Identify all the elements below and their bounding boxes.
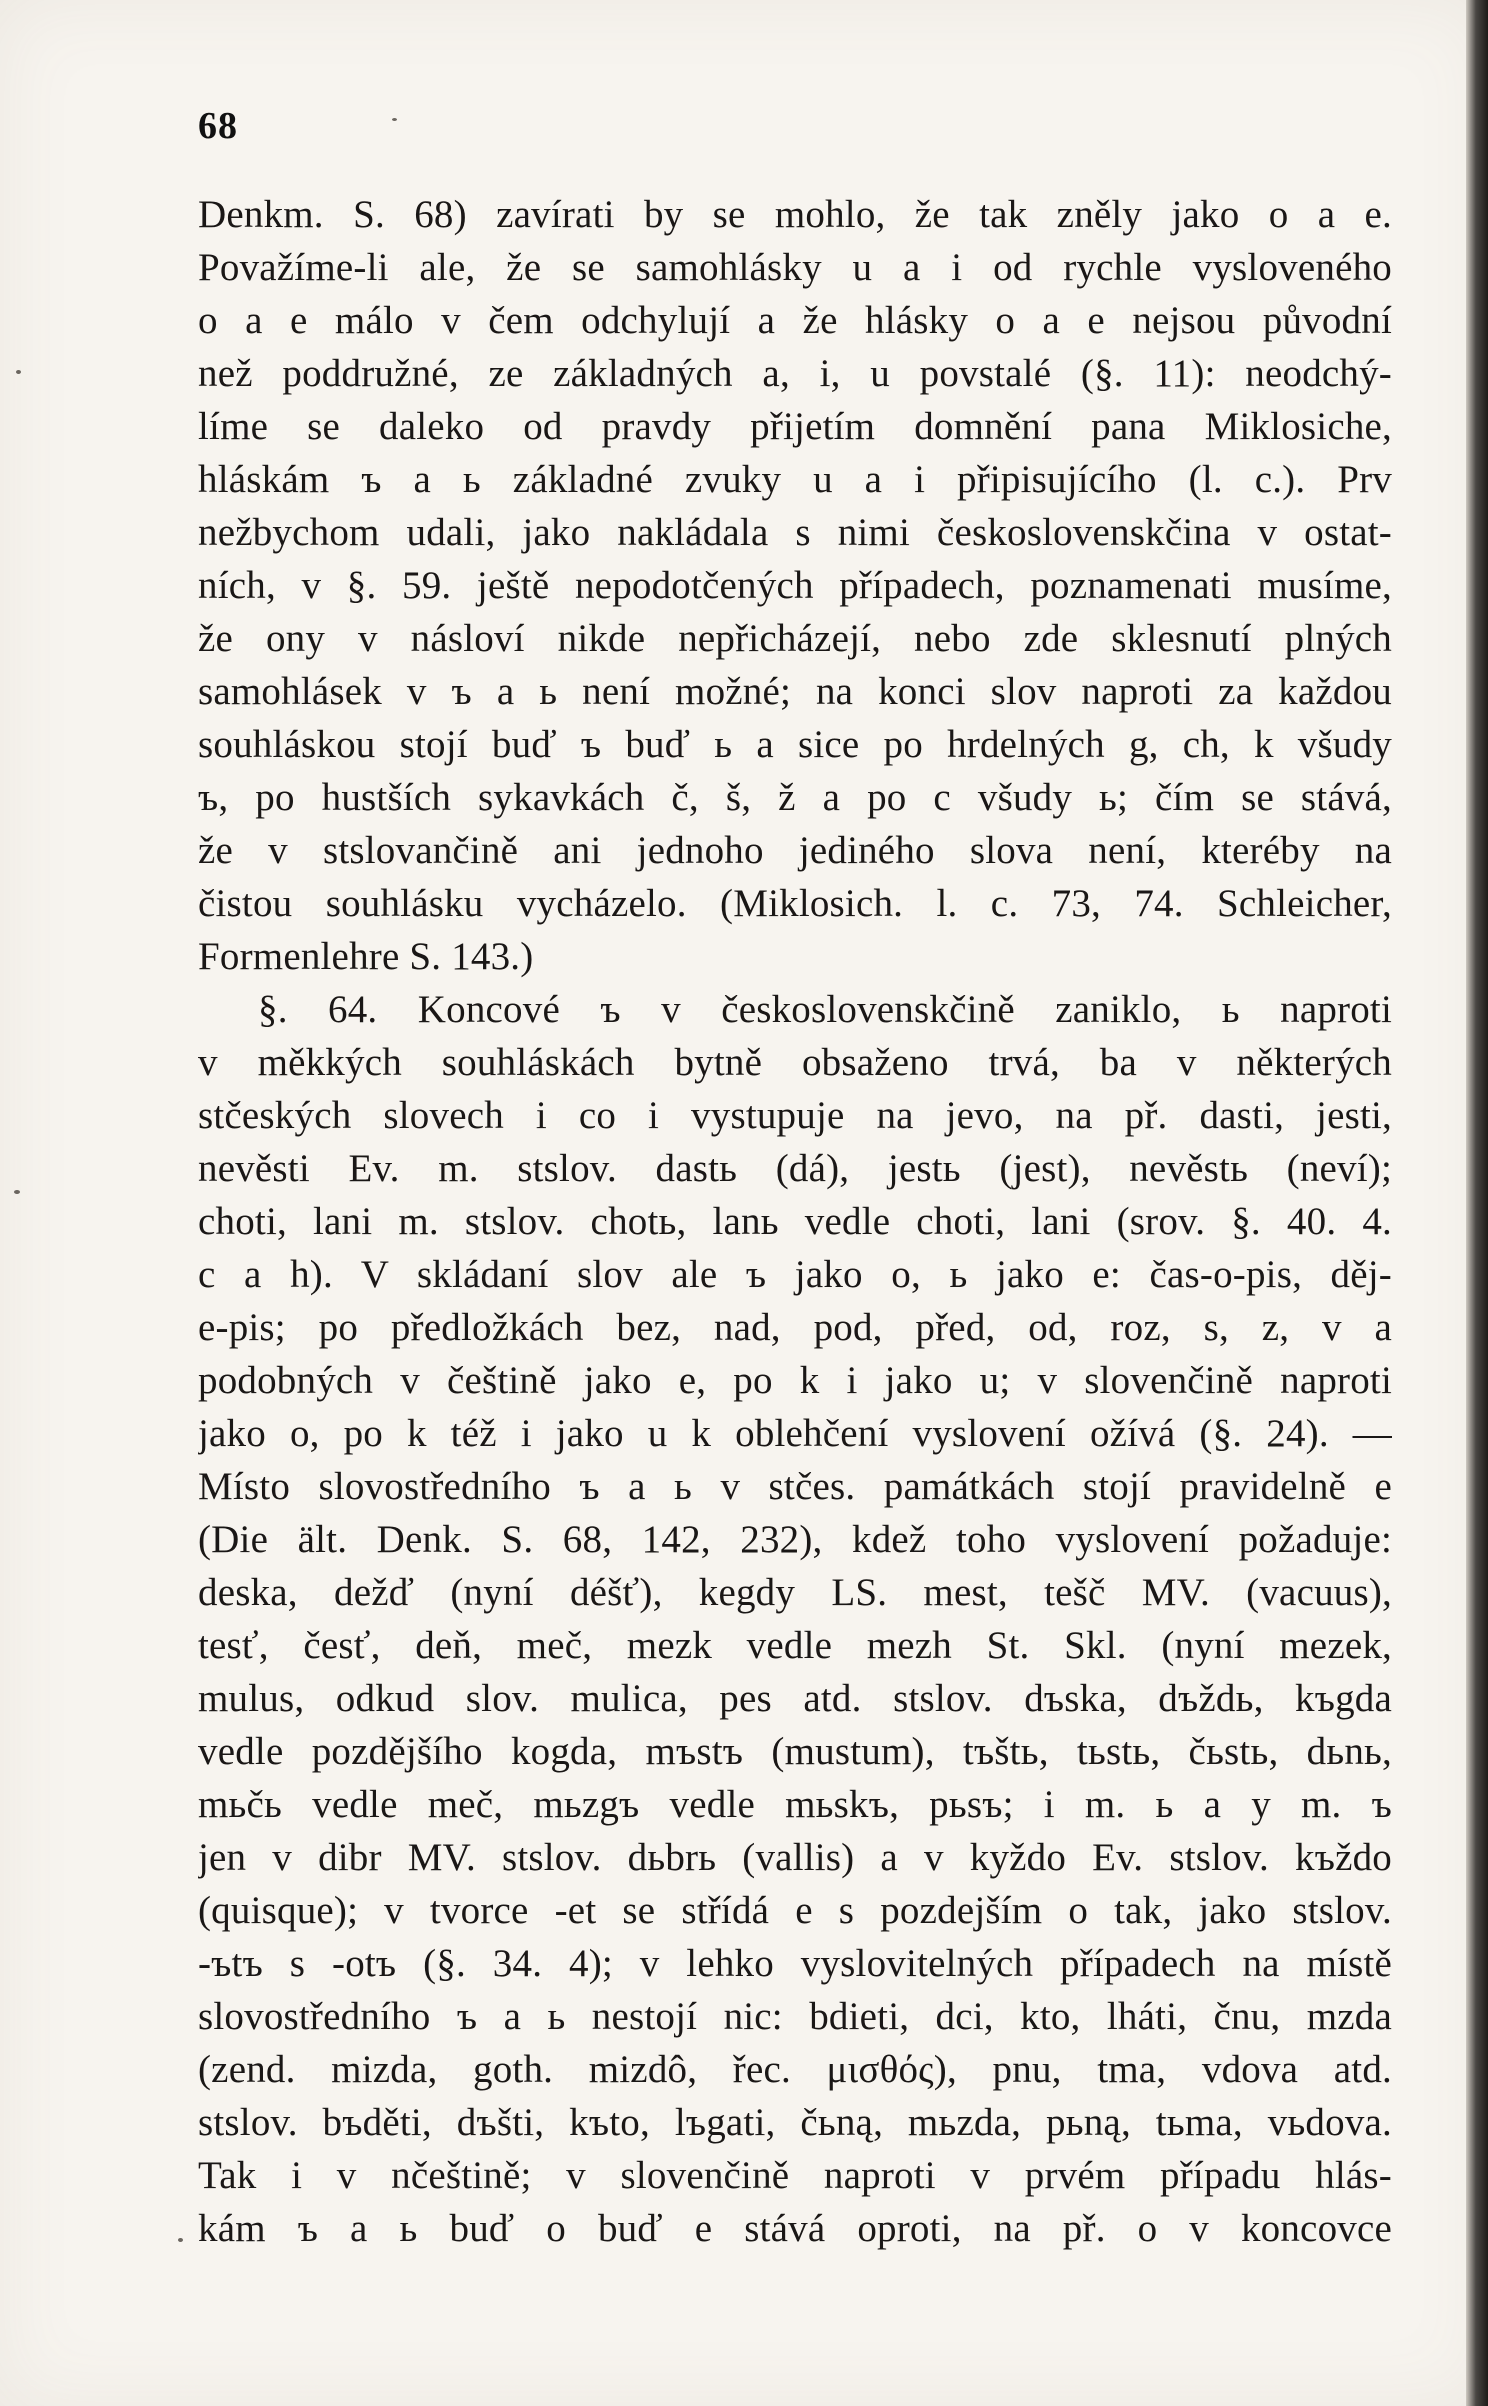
- text-line: líme se daleko od pravdy přijetím domnění pana Miklosiche,: [198, 405, 1392, 448]
- text-line: souhláskou stojí buď ъ buď ь a sice po hrdelných g, ch, k všudy: [198, 723, 1392, 766]
- text-line: mulus, odkud slov. mulica, pes atd. stslov. dъska, dъždь, kъgda: [198, 1677, 1392, 1720]
- scan-speck: [14, 1190, 20, 1194]
- text-line: že ony v násloví nikde nepřicházejí, nebo zde sklesnutí plných: [198, 617, 1392, 660]
- text-line: v měkkých souhláskách bytně obsaženo trvá, ba v některých: [198, 1041, 1392, 1084]
- text-line: že v stslovančině ani jednoho jediného slova není, kteréby na: [198, 829, 1392, 872]
- text-line: (quisque); v tvorce -et se střídá e s pozdejším o tak, jako stslov.: [198, 1889, 1392, 1932]
- text-line: nevěsti Ev. m. stslov. dastь (dá), jestь (jest), nevěstь (neví);: [198, 1147, 1392, 1190]
- text-line: kám ъ a ь buď o buď e stává oproti, na př. o v koncovce: [198, 2207, 1392, 2250]
- text-line: vedle pozdějšího kogda, mъstъ (mustum), tъštь, tьstь, čьstь, dьnь,: [198, 1730, 1392, 1773]
- page-edge-shadow: [1466, 0, 1488, 2406]
- text-line: čistou souhlásku vycházelo. (Miklosich. l. c. 73, 74. Schleicher,: [198, 882, 1392, 925]
- scan-speck: [16, 370, 21, 374]
- text-line: mьčь vedle meč, mьzgъ vedle mьskъ, pьsъ; i m. ь a y m. ъ: [198, 1783, 1392, 1826]
- text-line: Formenlehre S. 143.): [198, 935, 534, 978]
- text-line: samohlásek v ъ a ь není možné; na konci slov naproti za každou: [198, 670, 1392, 713]
- text-line: ъ, po hustších sykavkách č, š, ž a po c všudy ь; čím se stává,: [198, 776, 1392, 819]
- text-line: slovostředního ъ a ь nestojí nic: bdieti, dci, kto, lháti, čnu, mzda: [198, 1995, 1392, 2038]
- text-line: nežbychom udali, jako nakládala s nimi československčina v ostat-: [198, 511, 1392, 554]
- text-line: ních, v §. 59. ještě nepodotčených případech, poznamenati musíme,: [198, 564, 1392, 607]
- scan-speck: [178, 2238, 183, 2242]
- text-line: Místo slovostředního ъ a ь v stčes. památkách stojí pravidelně e: [198, 1465, 1392, 1508]
- body-text: [198, 188, 1392, 2255]
- text-line: -ъtъ s -otъ (§. 34. 4); v lehko vyslovitelných případech na místě: [198, 1942, 1392, 1985]
- text-line: deska, dežď (nyní déšť), kegdy LS. mest, tešč MV. (vacuus),: [198, 1571, 1392, 1614]
- text-line: choti, lani m. stslov. chotь, lanь vedle choti, lani (srov. §. 40. 4.: [198, 1200, 1392, 1243]
- text-line: než poddružné, ze základných a, i, u povstalé (§. 11): neodchý-: [198, 352, 1392, 395]
- text-line: Považíme-li ale, že se samohlásky u a i od rychle vysloveného: [198, 246, 1392, 289]
- text-line: hláskám ъ a ь základné zvuky u a i připisujícího (l. c.). Prv: [198, 458, 1392, 501]
- text-line: Tak i v nčeštině; v slovenčině naproti v prvém případu hlás-: [198, 2154, 1392, 2197]
- text-line: jen v dibr MV. stslov. dьbrь (vallis) a v kyždo Ev. stslov. kъždo: [198, 1836, 1392, 1879]
- text-line: stslov. bъděti, dъšti, kъto, lъgati, čьną, mьzda, pьną, tьma, vьdova.: [198, 2101, 1392, 2144]
- text-line: podobných v češtině jako e, po k i jako u; v slovenčině naproti: [198, 1359, 1392, 1402]
- scan-speck: [392, 118, 397, 121]
- text-line: (zend. mizda, goth. mizdô, řec. μισθός), pnu, tma, vdova atd.: [198, 2048, 1392, 2091]
- page-number: 68: [198, 105, 238, 147]
- text-line: stčeských slovech i co i vystupuje na jevo, na př. dasti, jesti,: [198, 1094, 1392, 1137]
- text-line: (Die ält. Denk. S. 68, 142, 232), kdež toho vyslovení požaduje:: [198, 1518, 1392, 1561]
- text-line: jako o, po k též i jako u k oblehčení vyslovení ožívá (§. 24). —: [198, 1412, 1392, 1455]
- text-line: tesť, česť, deň, meč, mezk vedle mezh St. Skl. (nyní mezek,: [198, 1624, 1392, 1667]
- text-line: e-pis; po předložkách bez, nad, pod, před, od, roz, s, z, v a: [198, 1306, 1392, 1349]
- text-line: Denkm. S. 68) zavírati by se mohlo, že tak zněly jako o a e.: [198, 193, 1392, 236]
- section-heading-line: §. 64. Koncové ъ v československčině zaniklo, ь naproti: [258, 988, 1392, 1031]
- text-line: o a e málo v čem odchylují a že hlásky o a e nejsou původní: [198, 299, 1392, 342]
- text-line: c a h). V skládaní slov ale ъ jako o, ь jako e: čas-o-pis, děj-: [198, 1253, 1392, 1296]
